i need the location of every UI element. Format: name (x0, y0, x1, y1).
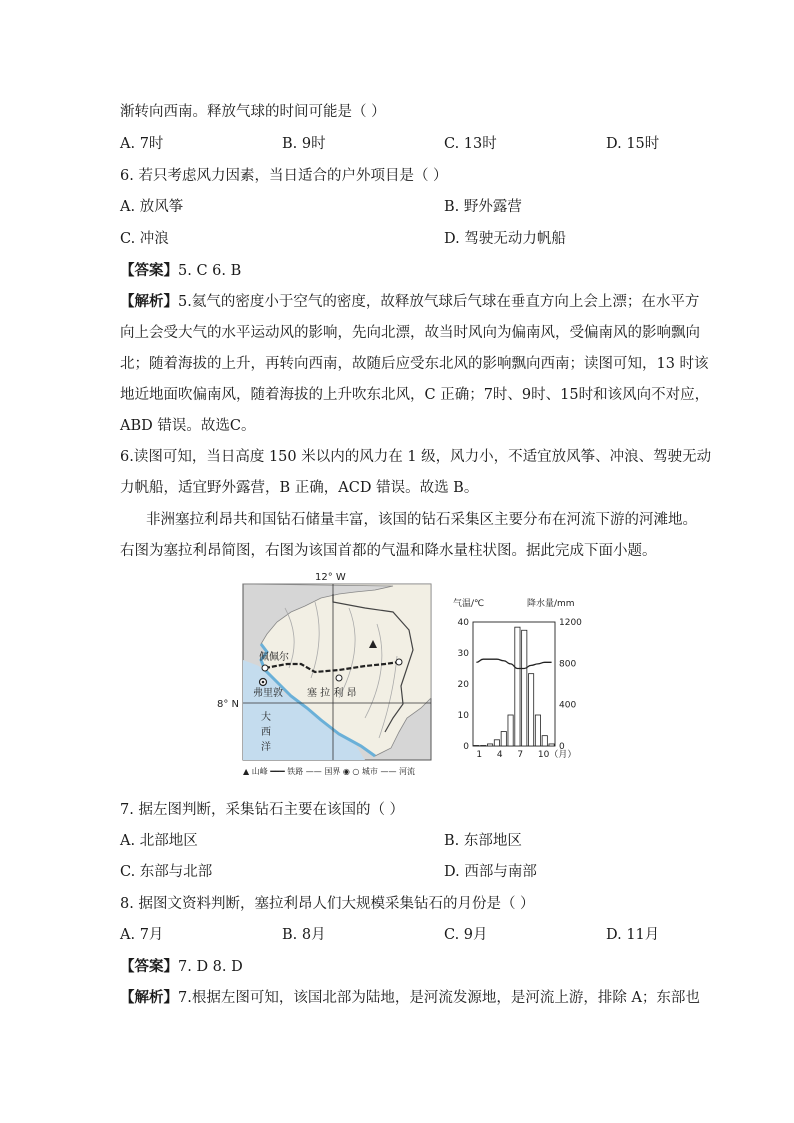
intro-line-2: 右图为塞拉利昂简图，右图为该国首都的气温和降水量柱状图。据此完成下面小题。 (120, 543, 657, 559)
y-right-label: 降水量/mm (527, 599, 575, 609)
precipitation-bar (522, 630, 527, 746)
precipitation-bar (535, 715, 540, 746)
city-marker (336, 675, 342, 681)
q6-option-a: A. 放风筝 (120, 199, 184, 215)
x-tick: 10（月） (537, 750, 577, 760)
analysis-line-4: 地近地面吹偏南风，随着海拔的上升吹东北风，C 正确；7时、9时、15时和该风向不对应， (120, 387, 710, 403)
climate-chart (453, 597, 582, 760)
y-left-tick: 40 (457, 618, 469, 628)
y-right-tick: 800 (559, 659, 577, 670)
answer-label: 【答案】 (120, 262, 178, 279)
city-label-freetown: 弗里敦 (253, 688, 283, 699)
map-legend: ▲ 山峰 ━━━ 铁路 —— 国界 ◉ ○ 城市 —— 河流 (243, 767, 415, 776)
q5-option-b: B. 9时 (282, 136, 326, 152)
analysis-line-6: 6.读图可知，当日高度 150 米以内的风力在 1 级，风力小，不适宜放风筝、冲浪、驾驶无动 (120, 449, 712, 465)
figure (215, 568, 615, 783)
precipitation-bar (487, 744, 492, 746)
analysis-line-1 (120, 292, 699, 312)
x-tick: 7 (517, 750, 524, 760)
q8-option-d: D. 11月 (606, 927, 660, 943)
q6-option-d: D. 驾驶无动力帆船 (444, 231, 566, 247)
answer-label: 【答案】 (120, 958, 178, 975)
q8-option-c: C. 9月 (444, 927, 488, 943)
q6-option-b: B. 野外露营 (444, 199, 522, 215)
y-right-tick: 400 (559, 700, 577, 711)
y-left-tick: 30 (457, 649, 469, 659)
answer-text: 7. D 8. D (178, 959, 243, 975)
q5-stem-end: 渐转向西南。释放气球的时间可能是（ ） (120, 104, 386, 120)
q5-option-d: D. 15时 (606, 136, 660, 152)
q6-stem: 6. 若只考虑风力因素，当日适合的户外项目是（ ） (120, 168, 448, 184)
precipitation-bar (542, 736, 547, 746)
country-label: 塞 拉 利 昂 (307, 688, 357, 699)
temperature-line (476, 659, 551, 668)
plot-frame (473, 622, 555, 746)
precipitation-bar (494, 740, 499, 746)
analysis-text: 7.根据左图可知，该国北部为陆地，是河流发源地，是河流上游，排除 A；东部也 (178, 990, 700, 1006)
y-right-tick: 0 (559, 742, 565, 752)
answer-line-1 (120, 261, 241, 281)
q5-option-c: C. 13时 (444, 136, 497, 152)
precipitation-bar (528, 674, 533, 746)
y-left-tick: 0 (463, 742, 469, 752)
q7-option-d: D. 西部与南部 (444, 864, 537, 880)
q7-option-b: B. 东部地区 (444, 833, 522, 849)
capital-dot (262, 681, 265, 684)
q8-option-a: A. 7月 (120, 927, 164, 943)
city-marker (396, 659, 402, 665)
precipitation-bar (549, 744, 554, 746)
q8-option-b: B. 8月 (282, 927, 326, 943)
x-tick: 4 (496, 750, 503, 760)
analysis-line-8 (120, 988, 700, 1008)
q5-option-a: A. 7时 (120, 136, 164, 152)
sierra-leone-map (217, 572, 431, 776)
precipitation-bar (501, 732, 506, 746)
q7-stem: 7. 据左图判断，采集钻石主要在该国的（ ） (120, 802, 405, 818)
analysis-label: 【解析】 (120, 293, 178, 310)
analysis-line-5: ABD 错误。故选C。 (120, 418, 256, 434)
x-tick: 1 (476, 750, 483, 760)
y-left-tick: 10 (457, 711, 469, 721)
precipitation-bar (515, 627, 520, 746)
answer-line-2 (120, 957, 243, 977)
precipitation-bar (508, 715, 513, 746)
analysis-line-3: 北；随着海拔的上升，再转向西南，故随后应受东北风的影响飘向西南；读图可知，13 时该 (120, 356, 709, 372)
lat-label: 8° N (217, 699, 240, 710)
ocean-label-2: 西 (261, 727, 271, 738)
precipitation-bar (474, 745, 479, 746)
analysis-line-2: 向上会受大气的水平运动风的影响，先向北漂，故当时风向为偏南风，受偏南风的影响飘向 (120, 325, 700, 341)
precipitation-bar (481, 745, 486, 746)
city-marker (262, 665, 268, 671)
city-label-pepel: 佩佩尔 (259, 652, 289, 663)
q8-stem: 8. 据图文资料判断，塞拉利昂人们大规模采集钻石的月份是（ ） (120, 896, 535, 912)
intro-line-1: 非洲塞拉利昂共和国钻石储量丰富，该国的钻石采集区主要分布在河流下游的河滩地。 (146, 512, 697, 528)
analysis-label: 【解析】 (120, 989, 178, 1006)
y-left-label: 气温/℃ (453, 599, 485, 609)
q7-option-c: C. 东部与北部 (120, 864, 213, 880)
q6-option-c: C. 冲浪 (120, 231, 169, 247)
y-right-tick: 1200 (559, 618, 582, 628)
ocean-label-3: 洋 (261, 742, 271, 753)
analysis-line-7: 力帆船，适宜野外露营，B 正确，ACD 错误。故选 B。 (120, 480, 479, 496)
q7-option-a: A. 北部地区 (120, 833, 198, 849)
analysis-text: 5.氦气的密度小于空气的密度，故释放气球后气球在垂直方向上会上漂；在水平方 (178, 294, 700, 310)
ocean-label-1: 大 (261, 712, 271, 723)
lon-label: 12° W (315, 572, 346, 583)
answer-text: 5. C 6. B (178, 263, 242, 279)
y-left-tick: 20 (457, 680, 469, 690)
